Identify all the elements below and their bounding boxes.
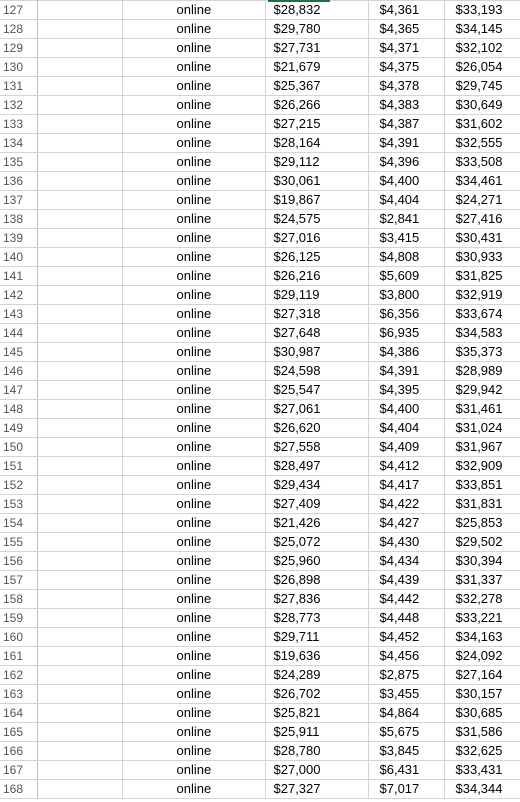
cell-channel[interactable]: online — [122, 476, 265, 495]
cell-total[interactable]: $33,851 — [444, 476, 520, 495]
cell-column-a[interactable] — [37, 381, 122, 400]
cell-fee[interactable]: $6,356 — [368, 305, 444, 324]
row-header[interactable]: 158 — [0, 590, 37, 609]
cell-column-a[interactable] — [37, 704, 122, 723]
cell-column-a[interactable] — [37, 571, 122, 590]
row-header[interactable]: 138 — [0, 210, 37, 229]
cell-amount[interactable]: $29,119 — [265, 286, 368, 305]
cell-total[interactable]: $32,102 — [444, 39, 520, 58]
row-header[interactable]: 128 — [0, 20, 37, 39]
cell-column-a[interactable] — [37, 267, 122, 286]
cell-channel[interactable]: online — [122, 305, 265, 324]
cell-channel[interactable]: online — [122, 685, 265, 704]
row-header[interactable]: 131 — [0, 77, 37, 96]
cell-amount[interactable]: $21,679 — [265, 58, 368, 77]
cell-fee[interactable]: $4,395 — [368, 381, 444, 400]
row-header[interactable]: 147 — [0, 381, 37, 400]
cell-channel[interactable]: online — [122, 210, 265, 229]
cell-total[interactable]: $35,373 — [444, 343, 520, 362]
cell-channel[interactable]: online — [122, 267, 265, 286]
cell-fee[interactable]: $4,371 — [368, 39, 444, 58]
table-row — [0, 704, 520, 723]
cell-fee[interactable]: $4,430 — [368, 533, 444, 552]
cell-channel[interactable]: online — [122, 77, 265, 96]
cell-amount[interactable]: $27,836 — [265, 590, 368, 609]
cell-amount[interactable]: $29,434 — [265, 476, 368, 495]
row-header[interactable]: 142 — [0, 286, 37, 305]
cell-channel[interactable]: online — [122, 362, 265, 381]
cell-channel[interactable]: online — [122, 324, 265, 343]
row-header[interactable]: 152 — [0, 476, 37, 495]
cell-fee[interactable]: $4,365 — [368, 20, 444, 39]
cell-total[interactable]: $31,337 — [444, 571, 520, 590]
cell-total[interactable]: $32,555 — [444, 134, 520, 153]
row-header[interactable]: 165 — [0, 723, 37, 742]
table-row — [0, 286, 520, 305]
cell-total[interactable]: $33,674 — [444, 305, 520, 324]
table-row — [0, 20, 520, 39]
cell-column-a[interactable] — [37, 723, 122, 742]
cell-amount[interactable]: $25,367 — [265, 77, 368, 96]
cell-total[interactable]: $31,831 — [444, 495, 520, 514]
cell-column-a[interactable] — [37, 39, 122, 58]
cell-fee[interactable]: $4,417 — [368, 476, 444, 495]
table-row — [0, 514, 520, 533]
table-row — [0, 590, 520, 609]
row-header[interactable]: 129 — [0, 39, 37, 58]
row-header[interactable]: 156 — [0, 552, 37, 571]
cell-amount[interactable]: $26,125 — [265, 248, 368, 267]
cell-fee[interactable]: $4,386 — [368, 343, 444, 362]
cell-channel[interactable]: online — [122, 533, 265, 552]
cell-total[interactable]: $34,163 — [444, 628, 520, 647]
cell-fee[interactable]: $3,455 — [368, 685, 444, 704]
row-header[interactable]: 141 — [0, 267, 37, 286]
cell-column-a[interactable] — [37, 552, 122, 571]
cell-amount[interactable]: $27,409 — [265, 495, 368, 514]
cell-column-a[interactable] — [37, 20, 122, 39]
row-header[interactable]: 161 — [0, 647, 37, 666]
row-header[interactable]: 160 — [0, 628, 37, 647]
cell-total[interactable]: $33,193 — [444, 1, 520, 20]
cell-column-a[interactable] — [37, 438, 122, 457]
cell-channel[interactable]: online — [122, 39, 265, 58]
cell-column-a[interactable] — [37, 457, 122, 476]
cell-channel[interactable]: online — [122, 723, 265, 742]
cell-total[interactable]: $33,508 — [444, 153, 520, 172]
cell-fee[interactable]: $4,400 — [368, 172, 444, 191]
cell-fee[interactable]: $4,391 — [368, 134, 444, 153]
cell-amount[interactable]: $25,547 — [265, 381, 368, 400]
cell-channel[interactable]: online — [122, 666, 265, 685]
cell-amount[interactable]: $19,636 — [265, 647, 368, 666]
cell-total[interactable]: $30,431 — [444, 229, 520, 248]
table-row — [0, 685, 520, 704]
cell-fee[interactable]: $6,935 — [368, 324, 444, 343]
cell-column-a[interactable] — [37, 96, 122, 115]
row-header[interactable]: 132 — [0, 96, 37, 115]
cell-channel[interactable]: online — [122, 134, 265, 153]
cell-amount[interactable]: $25,911 — [265, 723, 368, 742]
cell-fee[interactable]: $3,800 — [368, 286, 444, 305]
cell-fee[interactable]: $7,017 — [368, 780, 444, 799]
cell-fee[interactable]: $2,841 — [368, 210, 444, 229]
cell-fee[interactable]: $4,404 — [368, 419, 444, 438]
cell-total[interactable]: $34,145 — [444, 20, 520, 39]
table-row — [0, 742, 520, 761]
table-row — [0, 723, 520, 742]
cell-column-a[interactable] — [37, 77, 122, 96]
cell-column-a[interactable] — [37, 647, 122, 666]
cell-fee[interactable]: $4,361 — [368, 1, 444, 20]
cell-amount[interactable]: $28,773 — [265, 609, 368, 628]
cell-total[interactable]: $30,157 — [444, 685, 520, 704]
cell-fee[interactable]: $4,422 — [368, 495, 444, 514]
table-row — [0, 419, 520, 438]
cell-channel[interactable]: online — [122, 552, 265, 571]
cell-total[interactable]: $32,278 — [444, 590, 520, 609]
cell-amount[interactable]: $26,216 — [265, 267, 368, 286]
cell-column-a[interactable] — [37, 229, 122, 248]
cell-fee[interactable]: $4,448 — [368, 609, 444, 628]
cell-amount[interactable]: $30,987 — [265, 343, 368, 362]
cell-total[interactable]: $31,586 — [444, 723, 520, 742]
cell-total[interactable]: $26,054 — [444, 58, 520, 77]
cell-channel[interactable]: online — [122, 286, 265, 305]
table-row — [0, 305, 520, 324]
cell-amount[interactable]: $29,711 — [265, 628, 368, 647]
cell-column-a[interactable] — [37, 590, 122, 609]
cell-column-a[interactable] — [37, 248, 122, 267]
cell-amount[interactable]: $24,575 — [265, 210, 368, 229]
cell-fee[interactable]: $4,383 — [368, 96, 444, 115]
table-row — [0, 476, 520, 495]
cell-fee[interactable]: $4,409 — [368, 438, 444, 457]
cell-column-a[interactable] — [37, 400, 122, 419]
cell-total[interactable]: $27,164 — [444, 666, 520, 685]
table-row — [0, 647, 520, 666]
cell-channel[interactable]: online — [122, 191, 265, 210]
row-header[interactable]: 144 — [0, 324, 37, 343]
cell-channel[interactable]: online — [122, 419, 265, 438]
cell-amount[interactable]: $28,497 — [265, 457, 368, 476]
row-header[interactable]: 155 — [0, 533, 37, 552]
cell-channel[interactable]: online — [122, 780, 265, 799]
cell-column-a[interactable] — [37, 419, 122, 438]
cell-column-a[interactable] — [37, 305, 122, 324]
table-row — [0, 780, 520, 799]
row-header[interactable]: 127 — [0, 1, 37, 20]
cell-fee[interactable]: $4,412 — [368, 457, 444, 476]
table-row — [0, 609, 520, 628]
table-row — [0, 761, 520, 780]
cell-total[interactable]: $30,685 — [444, 704, 520, 723]
cell-total[interactable]: $27,416 — [444, 210, 520, 229]
cell-channel[interactable]: online — [122, 571, 265, 590]
cell-total[interactable]: $34,461 — [444, 172, 520, 191]
cell-amount[interactable]: $29,780 — [265, 20, 368, 39]
cell-total[interactable]: $33,221 — [444, 609, 520, 628]
cell-amount[interactable]: $25,960 — [265, 552, 368, 571]
row-header[interactable]: 157 — [0, 571, 37, 590]
cell-channel[interactable]: online — [122, 229, 265, 248]
cell-channel[interactable]: online — [122, 381, 265, 400]
table-row — [0, 58, 520, 77]
cell-channel[interactable]: online — [122, 153, 265, 172]
cell-column-a[interactable] — [37, 742, 122, 761]
cell-fee[interactable]: $4,375 — [368, 58, 444, 77]
cell-column-a[interactable] — [37, 666, 122, 685]
cell-channel[interactable]: online — [122, 400, 265, 419]
row-header[interactable]: 135 — [0, 153, 37, 172]
active-column-marker — [268, 0, 330, 2]
row-header[interactable]: 134 — [0, 134, 37, 153]
cell-fee[interactable]: $4,396 — [368, 153, 444, 172]
cell-channel[interactable]: online — [122, 172, 265, 191]
cell-amount[interactable]: $24,289 — [265, 666, 368, 685]
cell-total[interactable]: $30,933 — [444, 248, 520, 267]
cell-fee[interactable]: $4,404 — [368, 191, 444, 210]
cell-fee[interactable]: $4,456 — [368, 647, 444, 666]
cell-column-a[interactable] — [37, 628, 122, 647]
cell-column-a[interactable] — [37, 685, 122, 704]
table-row — [0, 438, 520, 457]
cell-fee[interactable]: $4,808 — [368, 248, 444, 267]
cell-amount[interactable]: $28,780 — [265, 742, 368, 761]
cell-total[interactable]: $25,853 — [444, 514, 520, 533]
cell-amount[interactable]: $25,072 — [265, 533, 368, 552]
cell-channel[interactable]: online — [122, 647, 265, 666]
cell-column-a[interactable] — [37, 476, 122, 495]
cell-column-a[interactable] — [37, 495, 122, 514]
cell-channel[interactable]: online — [122, 343, 265, 362]
row-header[interactable]: 148 — [0, 400, 37, 419]
cell-amount[interactable]: $30,061 — [265, 172, 368, 191]
cell-total[interactable]: $32,625 — [444, 742, 520, 761]
table-row — [0, 115, 520, 134]
cell-channel[interactable]: online — [122, 742, 265, 761]
cell-total[interactable]: $30,394 — [444, 552, 520, 571]
cell-total[interactable]: $29,745 — [444, 77, 520, 96]
cell-channel[interactable]: online — [122, 58, 265, 77]
cell-total[interactable]: $29,502 — [444, 533, 520, 552]
cell-amount[interactable]: $19,867 — [265, 191, 368, 210]
cell-total[interactable]: $28,989 — [444, 362, 520, 381]
row-header[interactable]: 133 — [0, 115, 37, 134]
cell-amount[interactable]: $26,620 — [265, 419, 368, 438]
cell-amount[interactable]: $27,016 — [265, 229, 368, 248]
row-header[interactable]: 149 — [0, 419, 37, 438]
cell-total[interactable]: $31,461 — [444, 400, 520, 419]
cell-amount[interactable]: $27,215 — [265, 115, 368, 134]
table-row — [0, 1, 520, 20]
cell-channel[interactable]: online — [122, 495, 265, 514]
row-header[interactable]: 164 — [0, 704, 37, 723]
cell-amount[interactable]: $27,061 — [265, 400, 368, 419]
cell-channel[interactable]: online — [122, 248, 265, 267]
cell-amount[interactable]: $24,598 — [265, 362, 368, 381]
cell-amount[interactable]: $27,000 — [265, 761, 368, 780]
table-row — [0, 400, 520, 419]
row-header[interactable]: 159 — [0, 609, 37, 628]
row-header[interactable]: 163 — [0, 685, 37, 704]
row-header[interactable]: 146 — [0, 362, 37, 381]
table-row — [0, 134, 520, 153]
cell-amount[interactable]: $27,731 — [265, 39, 368, 58]
row-header[interactable]: 166 — [0, 742, 37, 761]
cell-total[interactable]: $31,024 — [444, 419, 520, 438]
row-header[interactable]: 137 — [0, 191, 37, 210]
row-header[interactable]: 162 — [0, 666, 37, 685]
cell-amount[interactable]: $26,266 — [265, 96, 368, 115]
cell-channel[interactable]: online — [122, 514, 265, 533]
cell-channel[interactable]: online — [122, 609, 265, 628]
cell-amount[interactable]: $25,821 — [265, 704, 368, 723]
cell-fee[interactable]: $4,434 — [368, 552, 444, 571]
cell-fee[interactable]: $3,845 — [368, 742, 444, 761]
cell-column-a[interactable] — [37, 210, 122, 229]
table-row — [0, 457, 520, 476]
cell-amount[interactable]: $27,318 — [265, 305, 368, 324]
grid-body — [0, 1, 520, 799]
cell-column-a[interactable] — [37, 761, 122, 780]
row-header[interactable]: 167 — [0, 761, 37, 780]
cell-column-a[interactable] — [37, 58, 122, 77]
row-header[interactable]: 153 — [0, 495, 37, 514]
row-header[interactable]: 145 — [0, 343, 37, 362]
cell-channel[interactable]: online — [122, 1, 265, 20]
cell-total[interactable]: $34,583 — [444, 324, 520, 343]
cell-amount[interactable]: $21,426 — [265, 514, 368, 533]
row-header[interactable]: 154 — [0, 514, 37, 533]
cell-amount[interactable]: $27,648 — [265, 324, 368, 343]
cell-fee[interactable]: $4,391 — [368, 362, 444, 381]
cell-amount[interactable]: $29,112 — [265, 153, 368, 172]
cell-total[interactable]: $24,271 — [444, 191, 520, 210]
table-row — [0, 533, 520, 552]
cell-amount[interactable]: $27,558 — [265, 438, 368, 457]
cell-amount[interactable]: $26,898 — [265, 571, 368, 590]
table-row — [0, 153, 520, 172]
cell-column-a[interactable] — [37, 533, 122, 552]
table-row — [0, 267, 520, 286]
table-row — [0, 666, 520, 685]
cell-amount[interactable]: $28,164 — [265, 134, 368, 153]
cell-column-a[interactable] — [37, 780, 122, 799]
cell-channel[interactable]: online — [122, 96, 265, 115]
cell-fee[interactable]: $5,609 — [368, 267, 444, 286]
cell-fee[interactable]: $6,431 — [368, 761, 444, 780]
cell-amount[interactable]: $27,327 — [265, 780, 368, 799]
table-row — [0, 343, 520, 362]
cell-channel[interactable]: online — [122, 115, 265, 134]
cell-total[interactable]: $33,431 — [444, 761, 520, 780]
table-row — [0, 210, 520, 229]
cell-total[interactable]: $29,942 — [444, 381, 520, 400]
table-row — [0, 628, 520, 647]
table-row — [0, 172, 520, 191]
cell-column-a[interactable] — [37, 134, 122, 153]
cell-fee[interactable]: $4,378 — [368, 77, 444, 96]
cell-fee[interactable]: $5,675 — [368, 723, 444, 742]
row-header[interactable]: 151 — [0, 457, 37, 476]
cell-channel[interactable]: online — [122, 20, 265, 39]
table-row — [0, 362, 520, 381]
cell-channel[interactable]: online — [122, 628, 265, 647]
table-row — [0, 191, 520, 210]
row-header[interactable]: 150 — [0, 438, 37, 457]
cell-fee[interactable]: $3,415 — [368, 229, 444, 248]
row-header[interactable]: 143 — [0, 305, 37, 324]
cell-channel[interactable]: online — [122, 438, 265, 457]
cell-fee[interactable]: $4,400 — [368, 400, 444, 419]
cell-total[interactable]: $31,602 — [444, 115, 520, 134]
cell-column-a[interactable] — [37, 609, 122, 628]
row-header[interactable]: 168 — [0, 780, 37, 799]
cell-amount[interactable]: $28,832 — [265, 1, 368, 20]
table-row — [0, 495, 520, 514]
cell-column-a[interactable] — [37, 191, 122, 210]
cell-total[interactable]: $31,825 — [444, 267, 520, 286]
cell-column-a[interactable] — [37, 514, 122, 533]
cell-channel[interactable]: online — [122, 704, 265, 723]
row-header[interactable]: 139 — [0, 229, 37, 248]
table-row — [0, 248, 520, 267]
table-row — [0, 96, 520, 115]
cell-total[interactable]: $31,967 — [444, 438, 520, 457]
cell-fee[interactable]: $2,875 — [368, 666, 444, 685]
table-row — [0, 229, 520, 248]
cell-column-a[interactable] — [37, 1, 122, 20]
cell-column-a[interactable] — [37, 324, 122, 343]
row-header[interactable]: 140 — [0, 248, 37, 267]
cell-fee[interactable]: $4,387 — [368, 115, 444, 134]
cell-column-a[interactable] — [37, 153, 122, 172]
cell-total[interactable]: $30,649 — [444, 96, 520, 115]
cell-fee[interactable]: $4,427 — [368, 514, 444, 533]
cell-channel[interactable]: online — [122, 761, 265, 780]
cell-total[interactable]: $32,919 — [444, 286, 520, 305]
table-row — [0, 552, 520, 571]
cell-fee[interactable]: $4,442 — [368, 590, 444, 609]
cell-column-a[interactable] — [37, 343, 122, 362]
table-row — [0, 324, 520, 343]
row-header[interactable]: 136 — [0, 172, 37, 191]
table-row — [0, 39, 520, 58]
cell-total[interactable]: $34,344 — [444, 780, 520, 799]
cell-fee[interactable]: $4,439 — [368, 571, 444, 590]
cell-column-a[interactable] — [37, 286, 122, 305]
table-row — [0, 571, 520, 590]
cell-amount[interactable]: $26,702 — [265, 685, 368, 704]
table-row — [0, 381, 520, 400]
cell-fee[interactable]: $4,452 — [368, 628, 444, 647]
cell-column-a[interactable] — [37, 115, 122, 134]
cell-total[interactable]: $32,909 — [444, 457, 520, 476]
row-header[interactable]: 130 — [0, 58, 37, 77]
table-row — [0, 77, 520, 96]
cell-total[interactable]: $24,092 — [444, 647, 520, 666]
cell-channel[interactable]: online — [122, 457, 265, 476]
cell-column-a[interactable] — [37, 362, 122, 381]
cell-channel[interactable]: online — [122, 590, 265, 609]
cell-column-a[interactable] — [37, 172, 122, 191]
cell-fee[interactable]: $4,864 — [368, 704, 444, 723]
